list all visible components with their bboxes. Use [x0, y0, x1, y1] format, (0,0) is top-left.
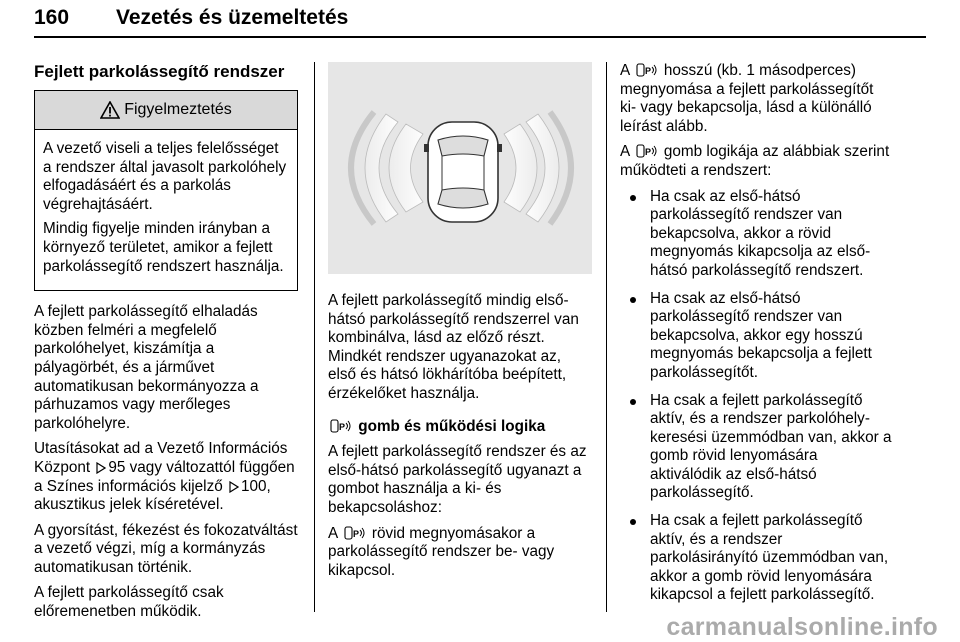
text-run: A — [620, 62, 630, 79]
text-run: rövid megnyomásakor a parkolássegítő rendszer be- vagy kikapcsol. — [328, 524, 555, 579]
text-run: gomb logikája az alábbiak szerint működteti a rendszert: — [620, 143, 890, 179]
list-item — [620, 188, 892, 281]
list-item-text: Ha csak a fejlett parkolássegítő aktív, és a rendszer parkolóhely-keresési üzemmódban van, akkor a gomb rövid lenyomására aktiválódik az első-hátsó parkolássegítő. — [650, 391, 892, 502]
bullet-icon — [630, 297, 636, 303]
list-item-text: Ha csak az első-hátsó parkolássegítő rendszer van bekapcsolva, akkor egy hosszú megnyomás bekapcsolja a fejlett parkolássegítőt. — [650, 289, 872, 381]
list-item — [620, 512, 892, 605]
reference-arrow-icon — [96, 462, 106, 474]
header-rule — [34, 36, 926, 38]
body-paragraph — [34, 440, 298, 514]
column-1 — [34, 62, 298, 629]
list-item-text: Ha csak az első-hátsó parkolássegítő rendszer van bekapcsolva, akkor a rövid megnyomás kikapcsolja az első-hátsó parkolássegítő rendszert. — [650, 187, 871, 279]
svg-text:P: P — [644, 66, 651, 76]
body-paragraph: A fejlett parkolássegítő rendszer és az első-hátsó parkolássegítő ugyanazt a gombot használja a ki- és bekapcsoláshoz: — [328, 443, 587, 516]
watermark: carmanualsonline.info — [666, 613, 938, 641]
column-divider — [606, 62, 607, 612]
park-assist-button-icon — [636, 63, 658, 77]
warning-title: Figyelmeztetés — [124, 100, 232, 118]
reference-arrow-icon — [229, 481, 239, 493]
parking-sensor-illustration — [328, 62, 592, 274]
svg-text:P: P — [352, 528, 359, 539]
text-run: A — [328, 524, 338, 542]
warning-box — [34, 90, 298, 291]
logic-bullet-list — [620, 188, 892, 605]
column-3 — [620, 62, 892, 614]
body-paragraph: A fejlett parkolássegítő elhaladás közben felméri a megfelelő parkolóhelyet, kiszámítja a pályagörbét, és a járművet automatikusan bekormányozza a párhuzamos vagy merőleges parkolóhelyre. — [34, 303, 259, 432]
svg-text:P: P — [339, 421, 346, 432]
bullet-icon — [630, 399, 636, 405]
body-paragraph: A gyorsítást, fékezést és fokozatváltást a vezető végzi, míg a kormányzás automatikusan történik. — [34, 521, 298, 576]
body-paragraph — [620, 143, 892, 180]
page-number: 160 — [34, 6, 70, 29]
text-run: A — [620, 143, 630, 161]
text-run: 95 vagy változattól függően a Színes információs kijelző — [34, 458, 295, 495]
body-paragraph: A fejlett parkolássegítő csak előremenetben működik. — [34, 584, 224, 621]
list-item — [620, 290, 892, 383]
text-run: 100, akusztikus jelek kíséretével. — [34, 477, 271, 514]
list-item-text: Ha csak a fejlett parkolássegítő aktív, és a rendszer parkolásirányító üzemmódban van, akkor a gomb rövid lenyomására kikapcsol a fejlett parkolássegítő. — [650, 512, 889, 604]
running-title: Vezetés és üzemeltetés — [116, 6, 349, 29]
car-sensor-drawing — [328, 62, 592, 274]
warning-body — [35, 130, 297, 290]
text-run: hosszú (kb. 1 másodperces) megnyomása a fejlett parkolássegítőt ki- vagy bekapcsolja, lásd a különálló leírást alább. — [620, 62, 874, 135]
text-run: Utasításokat ad a Vezető Információs Központ — [34, 440, 288, 476]
warning-triangle-icon — [100, 101, 120, 119]
warning-paragraph: Mindig figyelje minden irányban a környező területet, amikor a fejlett parkolássegítő rendszert használja. — [43, 220, 284, 275]
park-assist-button-icon — [636, 144, 658, 158]
subheading-text: gomb és működési logika — [358, 417, 546, 435]
park-assist-button-icon — [344, 526, 366, 540]
bullet-icon — [630, 519, 636, 525]
column-2 — [328, 62, 592, 587]
section-title: Fejlett parkolássegítő rendszer — [34, 62, 285, 81]
warning-header — [35, 91, 297, 130]
list-item — [620, 392, 892, 504]
subheading — [328, 418, 592, 437]
page-header — [34, 6, 926, 34]
body-paragraph: A fejlett parkolássegítő mindig első-hátsó parkolássegítő rendszerrel van kombinálva, lásd az előző részt. Mindkét rendszer ugyanazokat az, első és hátsó lökhárítóba beépített, érzékelőket használja. — [328, 292, 579, 402]
warning-paragraph: A vezető viseli a teljes felelősséget a rendszer által javasolt parkolóhely elfogadásáért és a parkolás végrehajtásáért. — [43, 140, 287, 213]
body-paragraph — [620, 62, 892, 136]
body-paragraph — [328, 525, 592, 581]
bullet-icon — [630, 195, 636, 201]
svg-text:P: P — [644, 147, 651, 158]
column-divider — [314, 62, 315, 612]
park-assist-button-icon — [330, 419, 352, 433]
